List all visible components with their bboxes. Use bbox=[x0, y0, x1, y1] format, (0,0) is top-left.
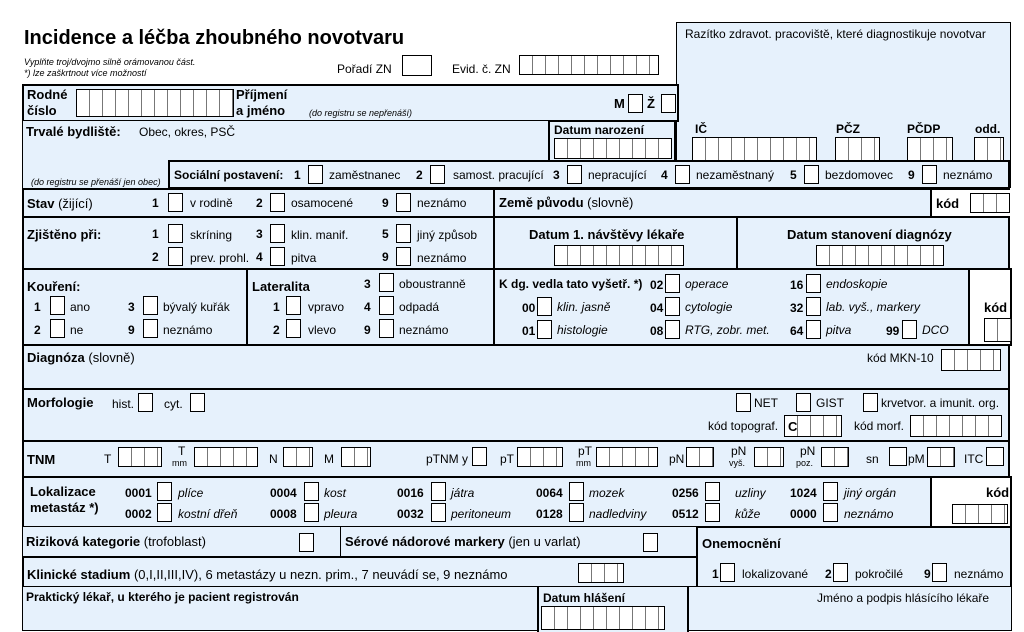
id-row bbox=[22, 84, 679, 122]
sex-m-label: M bbox=[614, 96, 625, 111]
zjisteno-3-checkbox[interactable] bbox=[270, 224, 285, 243]
hist-label: hist. bbox=[112, 397, 135, 411]
pn-poz-unit: poz. bbox=[796, 458, 814, 468]
pcdp-input[interactable] bbox=[907, 137, 953, 161]
met-0016-label: játra bbox=[451, 486, 475, 500]
zjisteno-label: Zjištěno při: bbox=[27, 227, 102, 242]
topograf-c-prefix: C bbox=[788, 419, 798, 434]
diagnoza-panel bbox=[22, 344, 1010, 390]
lateralita-2-label: vlevo bbox=[308, 323, 337, 337]
lateralita-9-code: 9 bbox=[364, 323, 371, 337]
jmeno-podpis-label: Jméno a podpis hlásícího lékaře bbox=[817, 591, 990, 605]
met-0064-label: mozek bbox=[589, 486, 625, 500]
sex-z-checkbox[interactable] bbox=[661, 94, 676, 113]
odd-label: odd. bbox=[975, 122, 1001, 136]
pm-label: pM bbox=[908, 452, 925, 466]
zjisteno-2-code: 2 bbox=[152, 250, 159, 264]
met-0064-code: 0064 bbox=[536, 486, 563, 500]
evid-zn-label: Evid. č. ZN bbox=[452, 62, 511, 76]
stadium-label bbox=[27, 567, 508, 582]
stav-9-code: 9 bbox=[382, 196, 389, 210]
kdg-00-checkbox[interactable] bbox=[537, 297, 552, 316]
address-label: Trvalé bydliště: bbox=[26, 124, 121, 139]
kdg-label: K dg. vedla tato vyšetř. *) bbox=[499, 277, 643, 291]
zjisteno-4-label: pitva bbox=[291, 251, 317, 265]
koureni-3-label: bývalý kuřák bbox=[163, 300, 230, 314]
rodne-cislo-input[interactable] bbox=[76, 89, 234, 117]
kdg-02-label: operace bbox=[685, 277, 729, 291]
lateralita-4-checkbox[interactable] bbox=[379, 296, 394, 315]
kdg-16-label: endoskopie bbox=[826, 277, 888, 291]
met-0512-code: 0512 bbox=[672, 507, 699, 521]
koureni-divider bbox=[246, 270, 248, 344]
stav-9-checkbox[interactable] bbox=[396, 193, 411, 212]
social-2-checkbox[interactable] bbox=[430, 165, 445, 184]
zjisteno-panel bbox=[22, 216, 1010, 270]
social-4-code: 4 bbox=[661, 168, 668, 182]
morfologie-label: Morfologie bbox=[27, 395, 94, 410]
pcdp-label: PČDP bbox=[907, 122, 941, 136]
pn-poz-label: pN bbox=[800, 444, 816, 458]
met-0128-label: nadledviny bbox=[589, 507, 647, 521]
lateralita-label: Lateralita bbox=[252, 279, 310, 294]
koureni-9-code: 9 bbox=[128, 323, 135, 337]
sex-z-label: Ž bbox=[647, 96, 655, 111]
onemocneni-2-checkbox[interactable] bbox=[833, 563, 848, 582]
no-transfer-note: (do registru se nepřenáší) bbox=[309, 108, 413, 118]
stav-sub: (žijící) bbox=[58, 196, 93, 211]
diagnoza-label bbox=[27, 350, 135, 365]
cislo-label: číslo bbox=[27, 103, 57, 118]
sex-m-checkbox[interactable] bbox=[628, 94, 643, 113]
pt-label: pT bbox=[500, 452, 515, 466]
koureni-label: Kouření: bbox=[27, 279, 81, 294]
pcz-input[interactable] bbox=[835, 137, 880, 161]
net-checkbox[interactable] bbox=[736, 393, 751, 412]
kdg-99-label: DCO bbox=[922, 323, 949, 337]
met-0256-checkbox[interactable] bbox=[705, 482, 720, 501]
social-3-label: nepracující bbox=[588, 168, 647, 182]
social-9-code: 9 bbox=[908, 168, 915, 182]
onemocneni-panel bbox=[696, 526, 1012, 588]
kdg-08-code: 08 bbox=[650, 324, 664, 338]
ptnm-y-checkbox[interactable] bbox=[472, 447, 487, 466]
stav-label bbox=[27, 196, 93, 211]
lateralita-3-code: 3 bbox=[364, 277, 371, 291]
zjisteno-divider-1 bbox=[493, 218, 495, 268]
kdg-01-code: 01 bbox=[522, 324, 536, 338]
met-0032-code: 0032 bbox=[397, 507, 424, 521]
datum-1-navstevy-input[interactable] bbox=[554, 245, 684, 266]
diagnoza-sub: (slovně) bbox=[88, 350, 135, 365]
lateralita-9-label: neznámo bbox=[399, 323, 449, 337]
kdg-16-code: 16 bbox=[790, 278, 804, 292]
stav-1-label: v rodině bbox=[190, 196, 233, 210]
address-note: (do registru se přenáší jen obec) bbox=[31, 177, 161, 187]
zjisteno-5-code: 5 bbox=[382, 227, 389, 241]
gist-label: GIST bbox=[816, 396, 845, 410]
social-1-label: zaměstnanec bbox=[329, 168, 401, 182]
stamp-label: Razítko zdravot. pracoviště, které diagnostikuje novotvar bbox=[685, 27, 986, 41]
met-0512-label: kůže bbox=[735, 507, 761, 521]
lateralita-4-code: 4 bbox=[364, 300, 371, 314]
met-0032-checkbox[interactable] bbox=[431, 503, 446, 522]
met-0000-code: 0000 bbox=[790, 507, 817, 521]
markery-label-text: Sérové nádorové markery bbox=[345, 534, 505, 549]
zjisteno-1-code: 1 bbox=[152, 227, 159, 241]
metastazy-kod-box bbox=[930, 476, 1012, 528]
kdg-32-label: lab. vyš., markery bbox=[826, 300, 921, 314]
markery-label bbox=[345, 534, 581, 549]
lateralita-2-checkbox[interactable] bbox=[286, 319, 301, 338]
stadium-panel bbox=[22, 556, 698, 588]
onemocneni-2-code: 2 bbox=[825, 567, 832, 581]
kod-topograf-label: kód topograf. bbox=[708, 419, 779, 433]
social-3-checkbox[interactable] bbox=[567, 165, 582, 184]
a-jmeno-label: a jméno bbox=[236, 103, 286, 118]
riziko-checkbox[interactable] bbox=[299, 533, 314, 552]
mkn-input[interactable] bbox=[941, 349, 1001, 371]
koureni-1-code: 1 bbox=[34, 300, 41, 314]
lateralita-1-label: vpravo bbox=[308, 300, 345, 314]
met-0128-checkbox[interactable] bbox=[569, 503, 584, 522]
metastazy-label-2: metastáz *) bbox=[30, 500, 99, 515]
kdg-kod-label: kód bbox=[984, 300, 1008, 315]
ic-label: IČ bbox=[695, 122, 707, 136]
ic-input[interactable] bbox=[692, 137, 817, 161]
markery-sub: (jen u varlat) bbox=[508, 534, 581, 549]
kdg-04-code: 04 bbox=[650, 301, 664, 315]
koureni-1-label: ano bbox=[70, 300, 91, 314]
met-0004-code: 0004 bbox=[270, 486, 297, 500]
datum-hlaseni-box bbox=[537, 587, 689, 632]
zeme-label bbox=[499, 195, 633, 210]
kdg-64-code: 64 bbox=[790, 324, 804, 338]
stadium-input[interactable] bbox=[578, 563, 624, 583]
stav-divider bbox=[493, 190, 495, 216]
social-9-label: neznámo bbox=[943, 168, 993, 182]
met-0002-code: 0002 bbox=[125, 507, 152, 521]
kod-morf-input[interactable] bbox=[910, 415, 1002, 437]
met-0256-label: uzliny bbox=[735, 486, 766, 500]
metastazy-kod-label: kód bbox=[986, 485, 1010, 500]
riziko-sub: (trofoblast) bbox=[143, 534, 206, 549]
kdg-00-label: klin. jasně bbox=[557, 300, 611, 314]
kdg-02-code: 02 bbox=[650, 278, 664, 292]
prakticky-lekar-label: Praktický lékař, u kterého je pacient registrován bbox=[26, 590, 299, 604]
kdg-64-checkbox[interactable] bbox=[806, 320, 821, 339]
social-5-label: bezdomovec bbox=[825, 168, 894, 182]
metastazy-label-1: Lokalizace bbox=[30, 484, 96, 499]
tnm-m-label: M bbox=[324, 452, 334, 466]
met-0004-label: kost bbox=[324, 486, 347, 500]
kdg-04-label: cytologie bbox=[685, 300, 733, 314]
zjisteno-9-checkbox[interactable] bbox=[396, 247, 411, 266]
kod-morf-label: kód morf. bbox=[854, 419, 905, 433]
met-0064-checkbox[interactable] bbox=[569, 482, 584, 501]
sn-label: sn bbox=[866, 452, 879, 466]
pcz-label: PČZ bbox=[836, 122, 860, 136]
stadium-sub: (0,I,II,III,IV), 6 metastázy u nezn. prim., 7 neuvádí se, 9 neznámo bbox=[133, 567, 508, 582]
diagnoza-label-text: Diagnóza bbox=[27, 350, 85, 365]
social-9-checkbox[interactable] bbox=[922, 165, 937, 184]
gist-checkbox[interactable] bbox=[796, 393, 811, 412]
met-0002-label: kostní dřeň bbox=[178, 507, 238, 521]
met-0256-code: 0256 bbox=[672, 486, 699, 500]
datum-stanoveni-label: Datum stanovení diagnózy bbox=[787, 227, 952, 242]
met-0002-checkbox[interactable] bbox=[157, 503, 172, 522]
koureni-3-code: 3 bbox=[128, 300, 135, 314]
itc-checkbox[interactable] bbox=[986, 447, 1004, 466]
met-0512-checkbox[interactable] bbox=[705, 503, 720, 522]
zjisteno-2-label: prev. prohl. bbox=[190, 251, 250, 265]
met-0001-label: plíce bbox=[178, 486, 204, 500]
ptmm-label: pT bbox=[578, 444, 593, 458]
ptmm-input[interactable] bbox=[596, 447, 658, 467]
zjisteno-9-label: neznámo bbox=[417, 251, 467, 265]
tnm-panel bbox=[22, 440, 1010, 478]
social-label: Sociální postavení: bbox=[174, 168, 284, 182]
lateralita-1-checkbox[interactable] bbox=[286, 296, 301, 315]
kdg-04-checkbox[interactable] bbox=[665, 297, 680, 316]
lateralita-4-label: odpadá bbox=[399, 300, 440, 314]
zjisteno-5-checkbox[interactable] bbox=[396, 224, 411, 243]
tnm-t-label: T bbox=[104, 452, 112, 466]
pn-input[interactable] bbox=[686, 447, 714, 467]
koureni-9-checkbox[interactable] bbox=[143, 319, 158, 338]
kdg-99-checkbox[interactable] bbox=[902, 320, 917, 339]
onemocneni-2-label: pokročilé bbox=[855, 567, 904, 581]
address-sub: Obec, okres, PSČ bbox=[139, 125, 236, 139]
met-0008-label: pleura bbox=[324, 507, 358, 521]
zeme-sub: (slovně) bbox=[587, 195, 634, 210]
datum-stanoveni-input[interactable] bbox=[816, 245, 944, 266]
social-1-checkbox[interactable] bbox=[308, 165, 323, 184]
datum-hlaseni-label: Datum hlášení bbox=[543, 591, 626, 605]
pt-input[interactable] bbox=[517, 447, 563, 467]
lateralita-2-code: 2 bbox=[273, 323, 280, 337]
stav-1-checkbox[interactable] bbox=[168, 193, 183, 212]
onemocneni-1-checkbox[interactable] bbox=[720, 563, 735, 582]
tnm-tmm-label: T bbox=[178, 444, 186, 458]
stav-1-code: 1 bbox=[152, 196, 159, 210]
datum-narozeni-input[interactable] bbox=[554, 138, 672, 159]
koureni-row bbox=[22, 268, 970, 346]
kdg-08-checkbox[interactable] bbox=[665, 320, 680, 339]
social-5-code: 5 bbox=[790, 168, 797, 182]
krvetvor-label: krvetvor. a imunit. org. bbox=[881, 396, 1000, 410]
koureni-2-checkbox[interactable] bbox=[50, 319, 65, 338]
met-0001-code: 0001 bbox=[125, 486, 152, 500]
kod-topograf-input[interactable] bbox=[784, 415, 842, 437]
zjisteno-3-code: 3 bbox=[256, 227, 263, 241]
zjisteno-4-code: 4 bbox=[256, 250, 263, 264]
sn-checkbox[interactable] bbox=[889, 447, 907, 466]
tnm-n-input[interactable] bbox=[283, 447, 313, 467]
met-0008-code: 0008 bbox=[270, 507, 297, 521]
form-title: Incidence a léčba zhoubného novotvaru bbox=[24, 27, 405, 49]
koureni-3-checkbox[interactable] bbox=[143, 296, 158, 315]
tnm-tmm-unit: mm bbox=[172, 458, 187, 468]
datum-narozeni-panel bbox=[548, 120, 676, 162]
pn-label: pN bbox=[669, 452, 685, 466]
mkn-label: kód MKN-10 bbox=[867, 351, 934, 365]
lateralita-3-checkbox[interactable] bbox=[379, 273, 394, 292]
onemocneni-9-label: neznámo bbox=[954, 567, 1004, 581]
social-1-code: 1 bbox=[294, 168, 301, 182]
zeme-label-text: Země původu bbox=[499, 195, 584, 210]
onemocneni-1-code: 1 bbox=[712, 567, 719, 581]
kdg-32-code: 32 bbox=[790, 301, 804, 315]
koureni-2-code: 2 bbox=[34, 323, 41, 337]
met-1024-checkbox[interactable] bbox=[823, 482, 838, 501]
zeme-kod-box bbox=[930, 190, 1012, 216]
morfologie-panel bbox=[22, 388, 1010, 442]
lateralita-9-checkbox[interactable] bbox=[379, 319, 394, 338]
zjisteno-1-checkbox[interactable] bbox=[168, 224, 183, 243]
riziko-label bbox=[26, 534, 206, 549]
poradi-zn-label: Pořadí ZN bbox=[337, 62, 392, 76]
koureni-2-label: ne bbox=[70, 323, 84, 337]
onemocneni-9-checkbox[interactable] bbox=[932, 563, 947, 582]
lateralita-divider bbox=[493, 270, 495, 344]
datum-hlaseni-input[interactable] bbox=[541, 606, 665, 630]
hist-checkbox[interactable] bbox=[138, 393, 153, 412]
social-4-label: nezaměstnaný bbox=[696, 168, 775, 182]
stav-2-label: osamocené bbox=[291, 196, 354, 210]
cyt-label: cyt. bbox=[164, 397, 183, 411]
rodne-label: Rodné bbox=[27, 87, 68, 102]
tnm-m-input[interactable] bbox=[341, 447, 371, 467]
kdg-00-code: 00 bbox=[522, 301, 536, 315]
zjisteno-1-label: skríning bbox=[190, 228, 233, 242]
met-0000-label: neznámo bbox=[844, 507, 894, 521]
koureni-9-label: neznámo bbox=[163, 323, 213, 337]
stav-9-label: neznámo bbox=[417, 196, 467, 210]
form-note-2: *) lze zaškrtnout více možností bbox=[24, 68, 147, 78]
kdg-16-checkbox[interactable] bbox=[806, 274, 821, 293]
social-2-label: samost. pracující bbox=[453, 168, 544, 182]
stav-2-code: 2 bbox=[256, 196, 263, 210]
met-1024-label: jiný orgán bbox=[844, 486, 897, 500]
ptmm-unit: mm bbox=[576, 458, 591, 468]
onemocneni-9-code: 9 bbox=[924, 567, 931, 581]
zeme-kod-input[interactable] bbox=[970, 193, 1010, 213]
pn-vys-label: pN bbox=[731, 444, 747, 458]
lateralita-3-label: oboustranně bbox=[399, 277, 466, 291]
odd-input[interactable] bbox=[974, 137, 1004, 161]
cyt-checkbox[interactable] bbox=[190, 393, 205, 412]
koureni-1-checkbox[interactable] bbox=[50, 296, 65, 315]
kdg-99-code: 99 bbox=[886, 324, 900, 338]
kdg-kod-input[interactable] bbox=[984, 318, 1012, 342]
kdg-01-label: histologie bbox=[557, 323, 608, 337]
met-0016-code: 0016 bbox=[397, 486, 424, 500]
onemocneni-1-label: lokalizované bbox=[742, 567, 809, 581]
stav-panel bbox=[22, 188, 1010, 218]
poradi-zn-input[interactable] bbox=[402, 55, 432, 76]
met-1024-code: 1024 bbox=[790, 486, 817, 500]
zjisteno-9-code: 9 bbox=[382, 250, 389, 264]
zeme-kod-label: kód bbox=[936, 196, 960, 211]
kdg-08-label: RTG, zobr. met. bbox=[685, 323, 770, 337]
ptnm-y-label: pTNM y bbox=[426, 452, 468, 466]
met-0008-checkbox[interactable] bbox=[304, 503, 319, 522]
kdg-02-checkbox[interactable] bbox=[665, 274, 680, 293]
kdg-64-label: pitva bbox=[826, 323, 852, 337]
zjisteno-divider-2 bbox=[736, 218, 738, 268]
stadium-label-text: Klinické stadium bbox=[27, 567, 131, 582]
form-note-1: Vyplňte troj/dvojmo silně orámovanou část. bbox=[24, 57, 196, 67]
tnm-tmm-input[interactable] bbox=[194, 447, 258, 467]
metastazy-kod-input[interactable] bbox=[952, 504, 1008, 524]
onemocneni-label: Onemocnění bbox=[702, 536, 781, 551]
metastazy-panel bbox=[22, 476, 932, 528]
zjisteno-2-checkbox[interactable] bbox=[168, 247, 183, 266]
zjisteno-4-checkbox[interactable] bbox=[270, 247, 285, 266]
pn-poz-input[interactable] bbox=[821, 447, 849, 467]
met-0032-label: peritoneum bbox=[451, 507, 512, 521]
social-panel bbox=[168, 160, 1010, 189]
met-0000-checkbox[interactable] bbox=[823, 503, 838, 522]
pm-input[interactable] bbox=[927, 447, 955, 467]
met-0001-checkbox[interactable] bbox=[157, 482, 172, 501]
met-0128-code: 0128 bbox=[536, 507, 563, 521]
lateralita-1-code: 1 bbox=[273, 300, 280, 314]
evid-zn-input[interactable] bbox=[519, 55, 659, 75]
stav-label-text: Stav bbox=[27, 196, 55, 211]
prijmeni-label: Příjmení bbox=[236, 87, 288, 102]
social-4-checkbox[interactable] bbox=[675, 165, 690, 184]
riziko-label-text: Riziková kategorie bbox=[26, 534, 141, 549]
markery-panel bbox=[340, 526, 698, 558]
kdg-01-checkbox[interactable] bbox=[537, 320, 552, 339]
pn-vys-unit: vyš. bbox=[729, 458, 746, 468]
zjisteno-5-label: jiný způsob bbox=[417, 228, 478, 242]
pn-vys-input[interactable] bbox=[754, 447, 784, 467]
markery-checkbox[interactable] bbox=[643, 533, 658, 552]
tnm-label: TNM bbox=[27, 452, 56, 467]
datum-narozeni-label: Datum narození bbox=[554, 123, 645, 137]
itc-label: ITC bbox=[964, 452, 984, 466]
tnm-n-label: N bbox=[269, 452, 278, 466]
social-3-code: 3 bbox=[553, 168, 560, 182]
met-0016-checkbox[interactable] bbox=[431, 482, 446, 501]
kdg-32-checkbox[interactable] bbox=[806, 297, 821, 316]
stav-2-checkbox[interactable] bbox=[270, 193, 285, 212]
krvetvor-checkbox[interactable] bbox=[863, 393, 878, 412]
datum-1-navstevy-label: Datum 1. návštěvy lékaře bbox=[529, 227, 685, 242]
social-2-code: 2 bbox=[416, 168, 423, 182]
footer-panel bbox=[22, 586, 1012, 631]
zjisteno-3-label: klin. manif. bbox=[291, 228, 349, 242]
social-5-checkbox[interactable] bbox=[804, 165, 819, 184]
tnm-t-input[interactable] bbox=[118, 447, 162, 467]
riziko-panel bbox=[22, 526, 342, 558]
met-0004-checkbox[interactable] bbox=[304, 482, 319, 501]
net-label: NET bbox=[754, 396, 778, 410]
